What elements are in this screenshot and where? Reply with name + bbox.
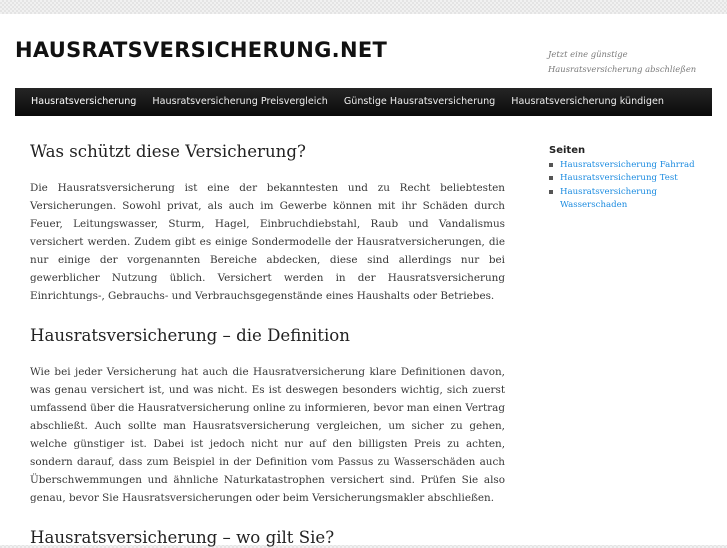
section-heading: Hausratsversicherung – wo gilt Sie? (30, 527, 335, 547)
nav-item-preisvergleich[interactable]: Hausratsversicherung Preisvergleich (152, 96, 328, 107)
nav-item-guenstige[interactable]: Günstige Hausratsversicherung (343, 96, 496, 107)
sidebar-title: Seiten (549, 145, 586, 156)
sidebar-item-test (549, 172, 714, 185)
square-bullet-icon (549, 176, 553, 180)
sidebar-item-fahrrad (549, 159, 714, 172)
square-bullet-icon (549, 163, 553, 167)
site-tagline: Jetzt eine günstige Hausratsversicherung abschließen (548, 49, 697, 74)
sidebar-link[interactable]: Hausratsversicherung Test (560, 173, 678, 184)
sidebar-link[interactable]: Hausratsversicherung Wasserschaden (560, 186, 657, 211)
section-heading: Was schützt diese Versicherung? (30, 142, 306, 161)
section-text: Die Hausratsversicherung ist eine der bekanntesten und zu Recht beliebtesten Versicherungen. Sowohl privat, als auch im Gewerbe können mit ihr Schäden durch Feuer, Leitungswasser, Sturm, Hagel, Einbruchdiebstahl, Raub und Vandalismus versichert werden. Zudem gibt es einige Sondermodelle der Hausratversicherungen, die nur einige der vorgenannten Bereiche abdecken, diese sind allerdings nur bei gewerblicher Nutzung üblich. Versichert werden in der Hausratsversicherung Einrichtungs-, Gebrauchs- und Verbrauchsgegenstände eines Haushalts oder Betriebes. (30, 181, 505, 302)
sidebar-link[interactable]: Hausratsversicherung Fahrrad (560, 160, 695, 170)
square-bullet-icon (549, 190, 553, 194)
site-title[interactable]: HAUSRATSVERSICHERUNG.NET (15, 38, 388, 62)
sidebar (549, 145, 714, 213)
nav-item-hausratsversicherung[interactable]: Hausratsversicherung (31, 96, 137, 107)
nav-item-kuendigen[interactable]: Hausratsversicherung kündigen (511, 96, 664, 107)
main-nav (15, 88, 712, 116)
sidebar-item-wasserschaden (549, 186, 714, 213)
page (0, 14, 727, 545)
section-heading: Hausratsversicherung – die Definition (30, 325, 350, 345)
sidebar-pages-list (549, 159, 714, 213)
article-content (30, 142, 505, 548)
section-text: Wie bei jeder Versicherung hat auch die Hausratversicherung klare Definitionen davon, was genau versichert ist, und was nicht. Es ist deswegen besonders wichtig, sich zuerst umfassend über die Hausratversicherung online zu informieren, bevor man einen Vertrag abschließt. Auch sollte man Hausratsversicherung vergleichen, um sicher zu gehen, welche günstiger ist. Dabei ist jedoch nicht nur auf den billigsten Preis zu achten, sondern darauf, dass zum Beispiel in der Definition vom Passus zu Wasserschäden auch Überschwemmungen und ähnliche Naturkatastrophen versichert sind. Prüfen Sie also genau, bevor Sie Hausratsversicherungen oder beim Versicherungsmakler abschließen. (30, 365, 505, 504)
